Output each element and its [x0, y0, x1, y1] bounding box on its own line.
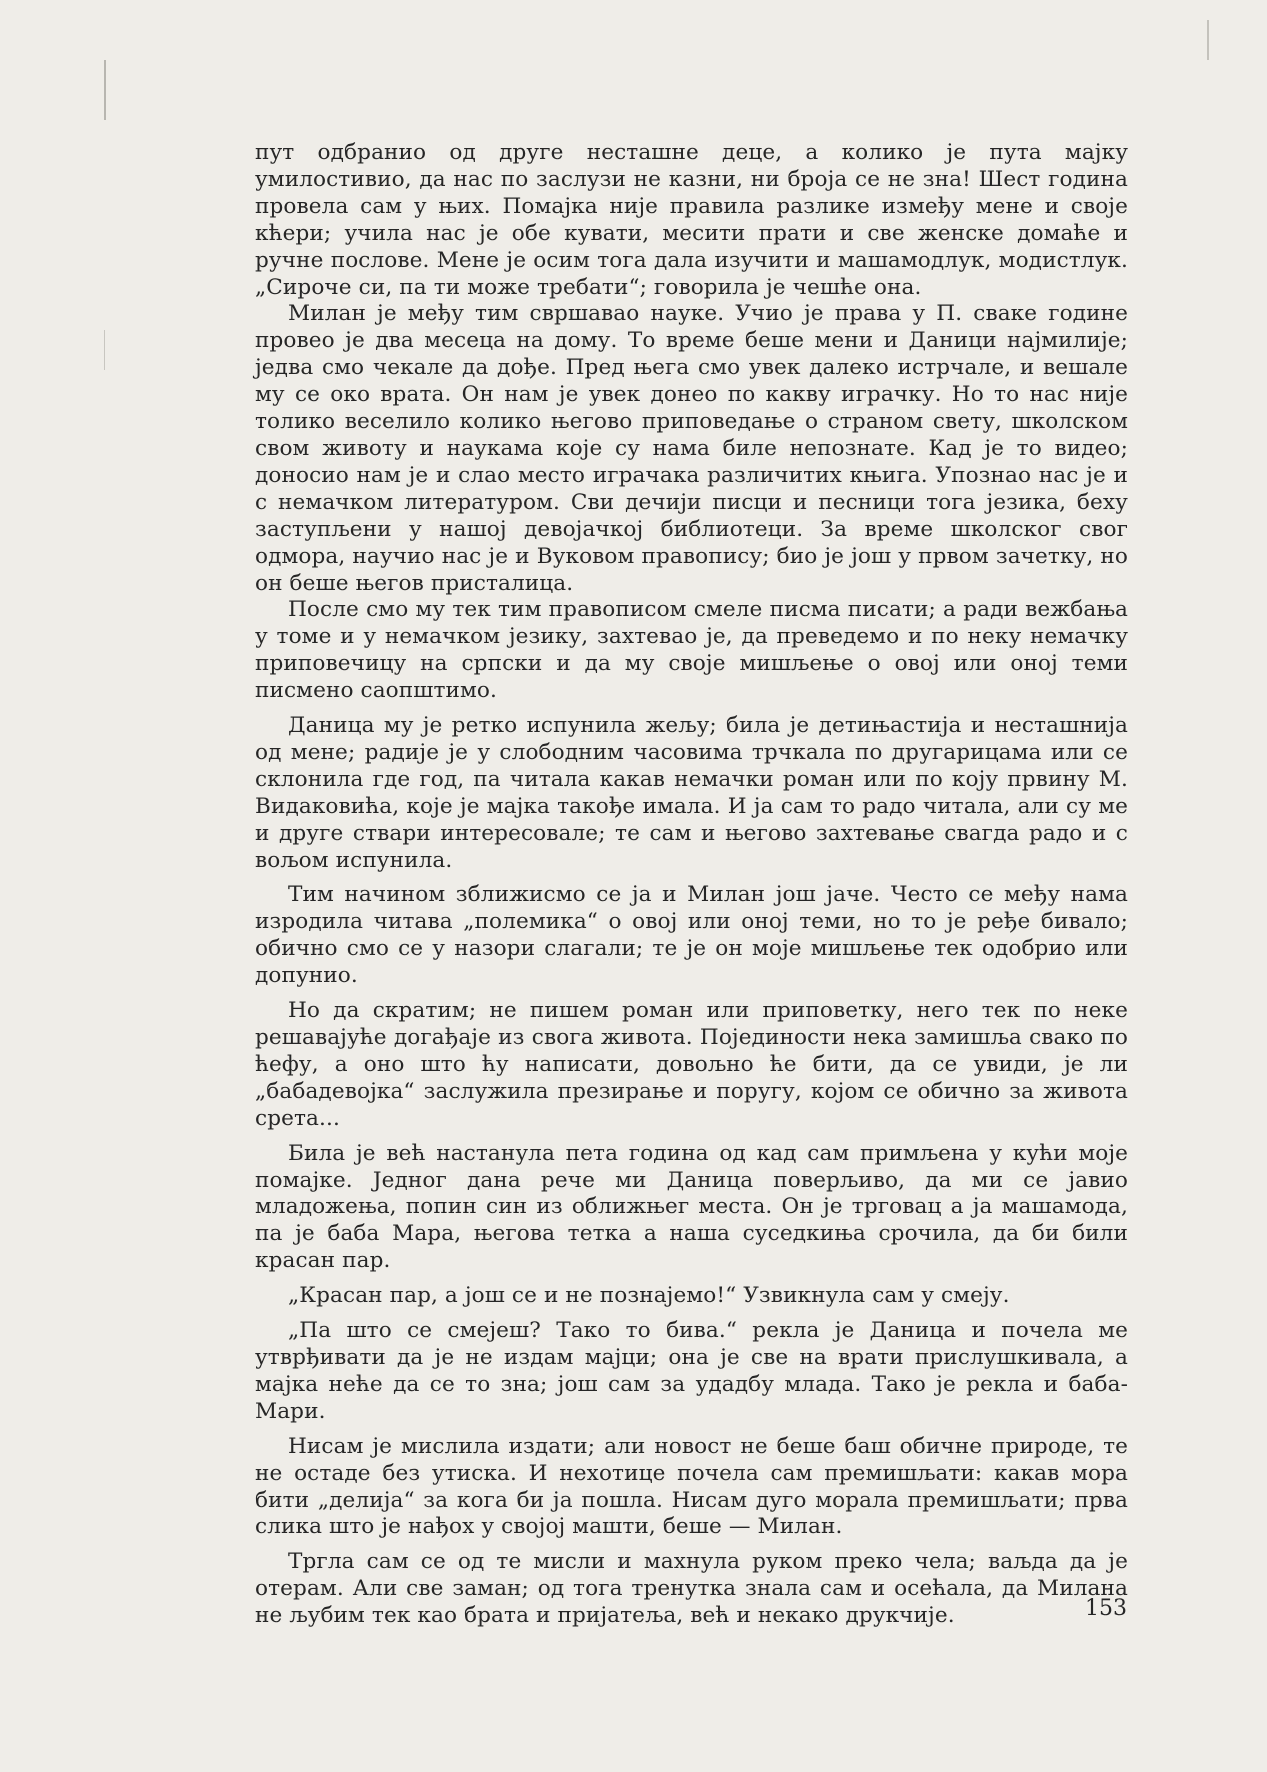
scan-mark: [1207, 20, 1209, 60]
paragraph: Милан је међу тим свршавао науке. Учио је права у П. сваке године провео је два месеца на дому. То време беше мени и Даници најмилије; једва смо чекале да дође. Пред њега смо увек далеко истрчале, и вешале му се око врата. Он нам је увек донео по какву играчку. Но то нас није толико веселило колико његово приповедање о страном свету, школском свом животу и наукама које су нама биле непознате. Кад је то видео; доносио нам је и слао место играчака различитих књига. Упознао нас је и с немачком литературом. Сви дечији писци и песници тога језика, беху заступљени у нашој девојачкој библиотеци. За време школског свог одмора, научио нас је и Вуковом правопису; био је још у првом зачетку, но он беше његов присталица.: [255, 301, 1128, 596]
page-number: 153: [1085, 1596, 1127, 1621]
paragraph: Даница му је ретко испунила жељу; била је детињастија и несташнија од мене; радије је у слободним часовима трчкала по другарицама или се склонила где год, па читала какав немачки роман или по коју првину М. Видаковића, које је мајка такође имала. И ја сам то радо читала, али су ме и друге ствари интересовале; те сам и његово захтевање свагда радо и с вољом испунила.: [255, 713, 1128, 873]
paragraph: Нисам је мислила издати; али новост не беше баш обичне природе, те не остаде без утиска. И нехотице почела сам премишљати: какав мора бити „делија“ за кога би ја пошла. Нисам дуго морала премишљати; прва слика што је нађох у својој машти, беше — Милан.: [255, 1433, 1128, 1540]
paragraph: Тргла сам се од те мисли и махнула руком преко чела; ваљда да је отерам. Али све заман; од тога тренутка знала сам и осећала, да Милана не љубим тек као брата и пријатеља, већ и некако друкчије.: [255, 1549, 1128, 1629]
paragraph: Била је већ настанула пета година од кад сам примљена у кући моје помајке. Једног дана рече ми Даница поверљиво, да ми се јавио младожења, попин син из оближњег места. Он је трговац а ја машамода, па је баба Мара, његова тетка а наша суседкиња срочила, да би били красан пар.: [255, 1140, 1128, 1274]
paragraph: Тим начином зближисмо се ја и Милан још јаче. Често се међу нама изродила читава „полемика“ о овој или оној теми, но то је ређе бивало; обично смо се у назори слагали; те је он моје мишљење тек одобрио или допунио.: [255, 882, 1128, 989]
body-text: [255, 140, 1128, 1630]
paragraph: Но да скратим; не пишем роман или приповетку, него тек по неке решавајуће догађаје из свога живота. Појединости нека замишља свако по ћефу, а оно што ћу написати, довољно ће бити, да се увиди, је ли „бабадевојка“ заслужила презирање и поругу, којом се обично за живота срета...: [255, 998, 1128, 1131]
scan-mark: [104, 330, 105, 370]
scan-mark: [104, 60, 106, 120]
paragraph: После смо му тек тим правописом смеле писма писати; а ради вежбања у томе и у немачком језику, захтевао је, да преведемо и по неку немачку приповечицу на српски и да му своје мишљење о овој или оној теми писмено саопштимо.: [255, 597, 1128, 704]
paragraph: „Па што се смејеш? Тако то бива.“ рекла је Даница и почела ме утврђивати да је не издам мајци; она је све на врати прислушкивала, а мајка неће да се то зна; још сам за удадбу млада. Тако је рекла и баба-Мари.: [255, 1318, 1128, 1424]
paragraph: пут одбранио од друге несташне деце, а колико је пута мајку умилостивио, да нас по заслузи не казни, ни броја се не зна! Шест година провела сам у њих. Помајка није правила разлике између мене и своје кћери; учила нас је обе кувати, месити прати и све женске домаће и ручне послове. Мене је осим тога дала изучити и машамодлук, модистлук. „Сироче си, па ти може требати“; говорила је чешће она.: [255, 140, 1128, 300]
paragraph: „Красан пар, а још се и не познајемо!“ Узвикнула сам у смеју.: [288, 1283, 1010, 1309]
